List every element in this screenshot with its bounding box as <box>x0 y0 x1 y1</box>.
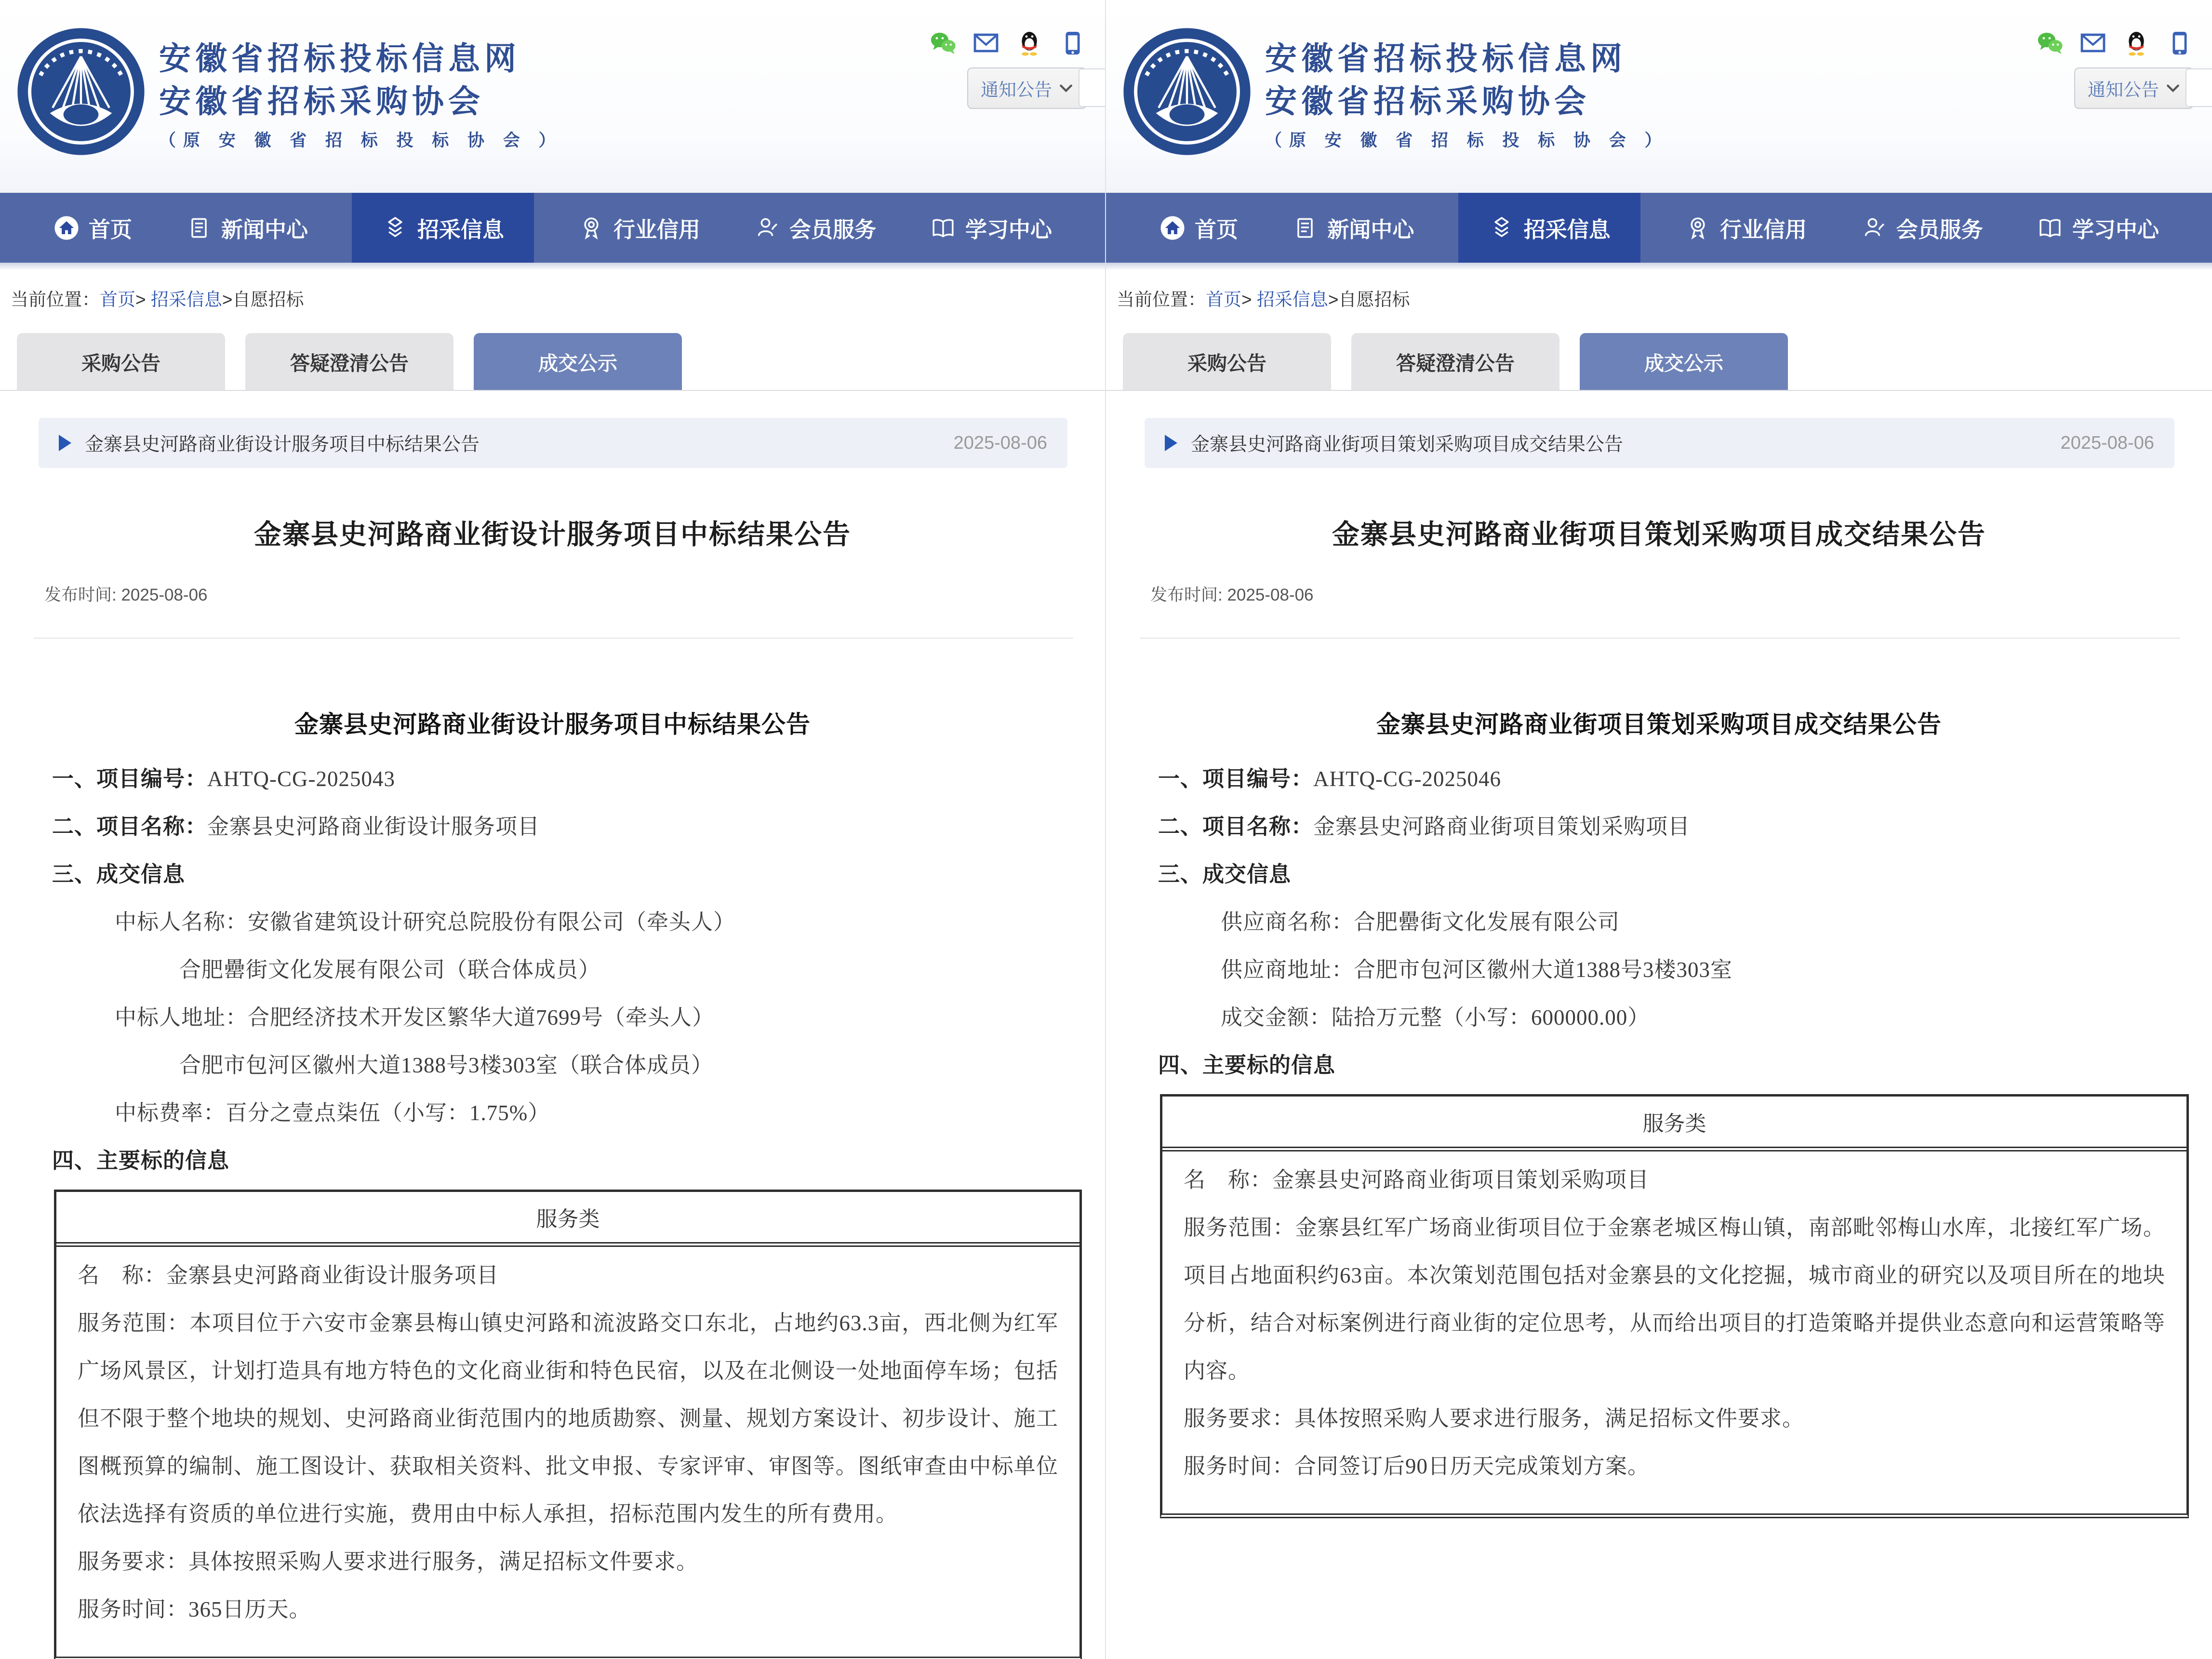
notice-dropdown[interactable] <box>2074 67 2194 109</box>
nav-shadow <box>0 263 1105 270</box>
tab-purchase-announcement[interactable]: 采购公告 <box>17 333 225 390</box>
doc-line-value: 金寨县史河路商业街项目策划采购项目 <box>1313 815 1691 839</box>
browser-window-right <box>1106 0 2212 1659</box>
doc-line-subject-info <box>1106 1042 2212 1089</box>
site-title-line3: （原 安 徽 省 招 标 投 标 协 会 ） <box>159 131 563 150</box>
member-icon <box>1861 214 1888 241</box>
subject-info-table <box>54 1190 1082 1659</box>
breadcrumb-label: 当前位置： <box>1117 290 1206 309</box>
tab-clarification-announcement[interactable]: 答疑澄清公告 <box>1351 333 1559 390</box>
table-row-scope: 服务范围：本项目位于六安市金寨县梅山镇史河路和流波路交口东北，占地约63.3亩，西北侧为红军广场风景区，计划打造具有地方特色的文化商业街和特色民宿，以及在北侧设一处地面停车场；包括但不限于整个地块的规划、史河路商业街范围内的地质勘察、测量、规划方案设计、初步设计、施工图概预算的编制、施工图设计、获取相关资料、批文申报、专家评审、审图等。图纸审查由中标单位依法选择有资质的单位进行实施，费用由中标人承担，招标范围内发生的所有费用。 <box>78 1311 1058 1526</box>
notice-dropdown[interactable] <box>967 67 1087 109</box>
qq-icon[interactable] <box>2122 29 2150 57</box>
doc-line-label: 三、成交信息 <box>1158 862 1292 886</box>
site-title <box>159 38 563 151</box>
nav-label: 新闻中心 <box>1327 217 1414 242</box>
nav-item-study[interactable] <box>2027 193 2169 263</box>
social-icons <box>929 29 1087 57</box>
triangle-bullet-icon <box>59 435 71 451</box>
bid-info-icon <box>382 214 409 241</box>
site-title-line2: 安徽省招标采购协会 <box>159 84 484 120</box>
doc-line-supplier-address: 供应商地址：合肥市包河区徽州大道1388号3楼303室 <box>1221 958 1733 982</box>
tab-deal-publicity[interactable]: 成交公示 <box>474 333 682 390</box>
divider <box>1140 638 2180 639</box>
credit-icon <box>1684 214 1711 241</box>
publish-label: 发布时间: <box>1150 586 1223 604</box>
doc-line-project-no <box>0 755 1105 803</box>
doc-line-label: 二、项目名称： <box>52 815 208 839</box>
nav-label: 招采信息 <box>417 217 504 242</box>
divider <box>34 638 1073 639</box>
breadcrumb-home-link[interactable]: 首页 <box>100 290 135 309</box>
publish-date: 2025-08-06 <box>121 586 208 604</box>
nav-item-news[interactable] <box>176 193 318 263</box>
article-title: 金寨县史河路商业街设计服务项目中标结果公告 <box>254 519 851 550</box>
nav-item-bid-info[interactable] <box>352 193 534 263</box>
nav-item-member[interactable] <box>1851 193 1993 263</box>
tab-purchase-announcement[interactable]: 采购公告 <box>1123 333 1331 390</box>
breadcrumb-separator: > <box>1328 290 1339 309</box>
notice-dropdown-label: 通知公告 <box>981 80 1052 100</box>
breadcrumb-section-link[interactable]: 招采信息 <box>1256 290 1328 309</box>
breadcrumb-current: 自愿招标 <box>1338 290 1410 309</box>
triangle-bullet-icon <box>1165 435 1177 451</box>
nav-item-member[interactable] <box>744 193 886 263</box>
doc-line-label: 四、主要标的信息 <box>1158 1053 1336 1077</box>
wechat-icon[interactable] <box>929 29 957 57</box>
nav-shadow <box>1106 263 2212 270</box>
table-row-requirement: 服务要求：具体按照采购人要求进行服务，满足招标文件要求。 <box>78 1550 699 1574</box>
search-box-clipped[interactable] <box>1079 68 1106 107</box>
table-row-scope: 服务范围：金寨县红军广场商业街项目位于金寨老城区梅山镇，南部毗邻梅山水库，北接红军广场。项目占地面积约63亩。本次策划范围包括对金寨县的文化挖掘，城市商业的研究以及项目所在的地块分析，结合对标案例进行商业街的定位思考，从而给出项目的打造策略并提供业态意向和运营策略等内容。 <box>1184 1216 2165 1383</box>
doc-line-project-name <box>1106 803 2212 851</box>
tab-clarification-announcement[interactable]: 答疑澄清公告 <box>245 333 453 390</box>
breadcrumb-section-link[interactable]: 招采信息 <box>150 290 222 309</box>
doc-line-label: 一、项目编号： <box>52 767 208 791</box>
publish-label: 发布时间: <box>44 586 117 604</box>
site-header <box>0 0 1105 193</box>
home-icon <box>1159 214 1186 241</box>
table-row-duration: 服务时间：合同签订后90日历天完成策划方案。 <box>1184 1454 1650 1478</box>
doc-line-winner-address2: 合肥市包河区徽州大道1388号3楼303室（联合体成员） <box>179 1053 714 1077</box>
breadcrumb-label: 当前位置： <box>11 290 100 309</box>
site-logo-seal <box>1119 24 1254 159</box>
doc-line-supplier-name: 供应商名称：合肥罍街文化发展有限公司 <box>1221 910 1620 934</box>
news-icon <box>1292 214 1319 241</box>
main-nav <box>1106 193 2212 263</box>
qq-icon[interactable] <box>1015 29 1043 57</box>
table-row-duration: 服务时间：365日历天。 <box>78 1597 311 1621</box>
doc-line-deal-amount: 成交金额：陆拾万元整（小写：600000.00） <box>1221 1005 1650 1030</box>
announcement-list-item[interactable] <box>1145 418 2174 468</box>
chevron-down-icon <box>2166 83 2180 94</box>
announcement-list-item[interactable] <box>39 418 1067 468</box>
list-item-title[interactable]: 金寨县史河路商业街项目策划采购项目成交结果公告 <box>1191 434 1624 455</box>
header-right <box>929 29 1087 109</box>
site-title-line2: 安徽省招标采购协会 <box>1265 84 1590 120</box>
tab-deal-publicity[interactable]: 成交公示 <box>1580 333 1788 390</box>
article-title: 金寨县史河路商业街项目策划采购项目成交结果公告 <box>1332 519 1986 550</box>
doc-line-value: AHTQ-CG-2025043 <box>207 767 395 791</box>
nav-label: 学习中心 <box>965 217 1052 242</box>
table-row-name: 名 称：金寨县史河路商业街项目策划采购项目 <box>1184 1168 1650 1192</box>
site-title-line1: 安徽省招标投标信息网 <box>1265 41 1626 77</box>
doc-line-deal-info <box>1106 851 2212 898</box>
subject-info-table <box>1160 1094 2189 1518</box>
tab-strip <box>0 333 1105 391</box>
nav-item-bid-info[interactable] <box>1458 193 1640 263</box>
site-header <box>1106 0 2212 193</box>
study-icon <box>930 214 957 241</box>
table-body <box>56 1247 1079 1657</box>
notice-dropdown-label: 通知公告 <box>2088 80 2159 100</box>
breadcrumb-current: 自愿招标 <box>232 290 304 309</box>
nav-item-study[interactable] <box>920 193 1062 263</box>
search-box-clipped[interactable] <box>2185 68 2212 107</box>
table-header-service-type: 服务类 <box>56 1192 1079 1247</box>
home-icon <box>53 214 80 241</box>
site-title-line1: 安徽省招标投标信息网 <box>159 41 520 77</box>
doc-line-label: 二、项目名称： <box>1158 815 1314 839</box>
doc-line-winner-name2: 合肥罍街文化发展有限公司（联合体成员） <box>179 958 601 982</box>
doc-line-deal-info <box>0 851 1105 898</box>
doc-line-subject-info <box>0 1137 1105 1185</box>
site-logo-seal <box>13 24 148 159</box>
list-item-title[interactable]: 金寨县史河路商业街设计服务项目中标结果公告 <box>85 434 480 455</box>
breadcrumb-home-link[interactable]: 首页 <box>1206 290 1241 309</box>
credit-icon <box>578 214 605 241</box>
wechat-icon[interactable] <box>2036 29 2064 57</box>
site-title <box>1265 38 1669 151</box>
doc-line-winner-rate: 中标费率：百分之壹点柒伍（小写：1.75%） <box>115 1101 550 1125</box>
breadcrumb-separator: > <box>135 290 146 309</box>
social-icons <box>2036 29 2194 57</box>
breadcrumb-separator: > <box>222 290 233 309</box>
nav-item-credit[interactable] <box>568 193 710 263</box>
breadcrumb <box>1117 285 2212 311</box>
nav-label: 招采信息 <box>1523 217 1611 242</box>
main-nav <box>0 193 1105 263</box>
chevron-down-icon <box>1059 83 1073 94</box>
doc-line-value: AHTQ-CG-2025046 <box>1313 767 1501 791</box>
nav-label: 行业信用 <box>613 217 700 242</box>
breadcrumb-separator: > <box>1241 290 1252 309</box>
table-row-requirement: 服务要求：具体按照采购人要求进行服务，满足招标文件要求。 <box>1184 1406 1805 1431</box>
mobile-icon[interactable] <box>2166 29 2194 57</box>
list-item-date: 2025-08-06 <box>2060 432 2154 453</box>
doc-line-label: 三、成交信息 <box>52 862 186 886</box>
tab-strip <box>1106 333 2212 391</box>
doc-line-label: 四、主要标的信息 <box>52 1149 230 1173</box>
nav-label: 行业信用 <box>1720 217 1807 242</box>
table-row-name: 名 称：金寨县史河路商业街设计服务项目 <box>78 1263 499 1287</box>
news-icon <box>186 214 213 241</box>
nav-item-news[interactable] <box>1282 193 1424 263</box>
table-header-service-type: 服务类 <box>1162 1097 2186 1151</box>
publish-date: 2025-08-06 <box>1227 586 1314 604</box>
mobile-icon[interactable] <box>1059 29 1087 57</box>
nav-label: 首页 <box>89 217 133 242</box>
doc-line-project-no <box>1106 755 2212 803</box>
doc-line-winner-name: 中标人名称：安徽省建筑设计研究总院股份有限公司（牵头人） <box>115 910 736 934</box>
doc-line-value: 金寨县史河路商业街设计服务项目 <box>207 815 540 839</box>
document-inner-title: 金寨县史河路商业街项目策划采购项目成交结果公告 <box>1376 711 1942 738</box>
list-item-date: 2025-08-06 <box>953 432 1047 453</box>
table-body <box>1162 1151 2186 1513</box>
nav-item-credit[interactable] <box>1675 193 1816 263</box>
publish-time <box>44 582 1105 606</box>
mail-icon[interactable] <box>2079 29 2107 57</box>
header-right <box>2036 29 2194 109</box>
member-icon <box>754 214 781 241</box>
nav-label: 首页 <box>1195 217 1239 242</box>
document-body <box>0 705 1105 1659</box>
doc-line-project-name <box>0 803 1105 851</box>
nav-item-home[interactable] <box>43 193 142 263</box>
nav-item-home[interactable] <box>1149 193 1248 263</box>
doc-line-label: 一、项目编号： <box>1158 767 1314 791</box>
publish-time <box>1150 582 2212 606</box>
site-title-line3: （原 安 徽 省 招 标 投 标 协 会 ） <box>1265 131 1669 150</box>
study-icon <box>2037 214 2064 241</box>
document-body <box>1106 705 2212 1518</box>
nav-label: 会员服务 <box>789 217 876 242</box>
document-inner-title: 金寨县史河路商业街设计服务项目中标结果公告 <box>294 711 811 738</box>
nav-label: 学习中心 <box>2072 217 2159 242</box>
mail-icon[interactable] <box>972 29 1000 57</box>
nav-label: 会员服务 <box>1896 217 1983 242</box>
bid-info-icon <box>1488 214 1515 241</box>
doc-line-winner-address: 中标人地址：合肥经济技术开发区繁华大道7699号（牵头人） <box>115 1005 715 1030</box>
nav-label: 新闻中心 <box>221 217 308 242</box>
breadcrumb <box>11 285 1105 311</box>
